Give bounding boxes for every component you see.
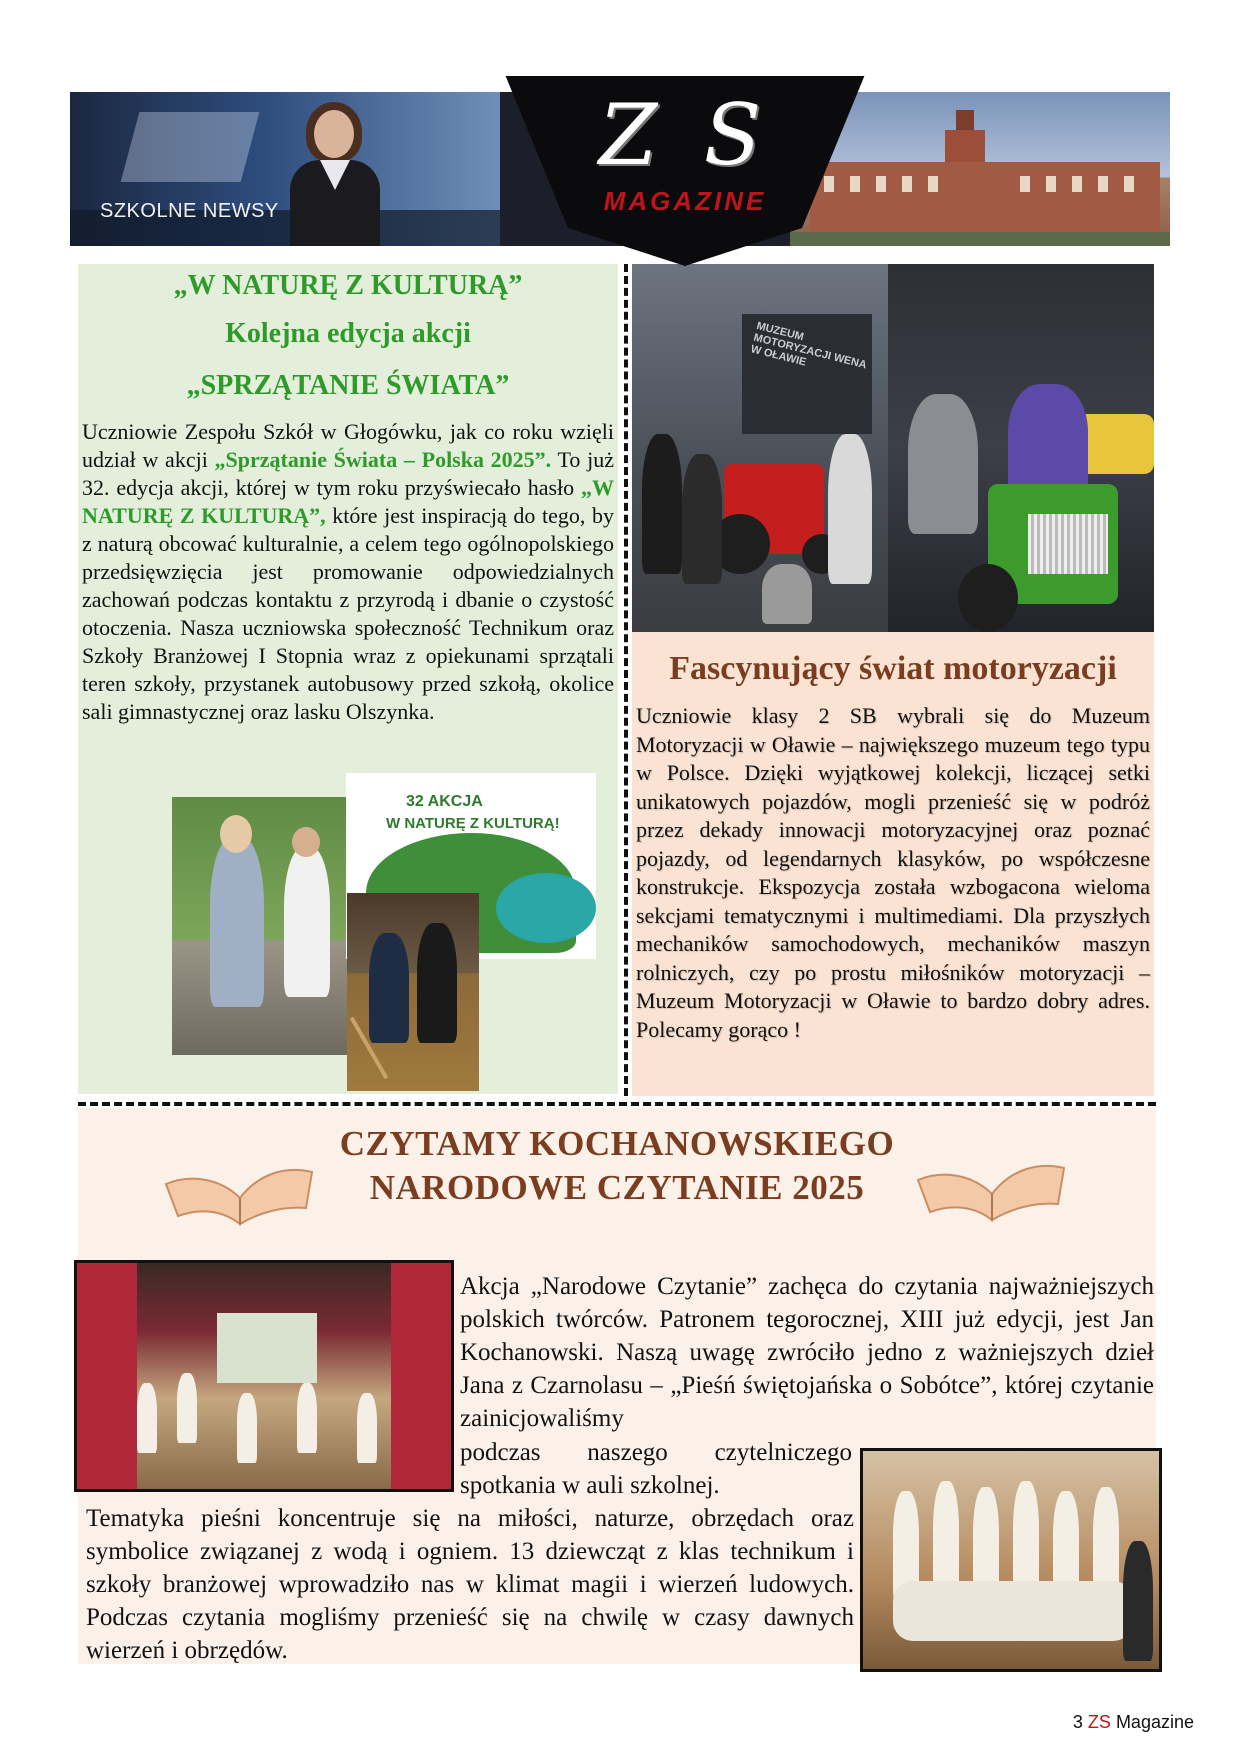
reading-body-c: Tematyka pieśni koncentruje się na miłości, naturze, obrzędach oraz symbolice związanej z wodą i ogniem. 13 dziewcząt z klas technikum i szkoły branżowej wprowadziło nas w klimat magii i wierzeń ludowych. Podczas czytania mogliśmy przenieść się na chwilę w czasy dawnych wierzeń i obrzędów. bbox=[86, 1505, 854, 1664]
cleanup-photo-2 bbox=[347, 893, 479, 1091]
girls-group-photo bbox=[860, 1448, 1162, 1672]
museum-sign: MUZEUM MOTORYZACJI WENA W OŁAWIE bbox=[749, 320, 868, 372]
highlight-slogan: „W NATURĘ Z KULTURĄ”, bbox=[82, 475, 614, 528]
newsroom-photo bbox=[70, 92, 500, 246]
poster-slogan: W NATURĘ Z KULTURĄ! bbox=[386, 815, 560, 832]
cleanup-photo-1 bbox=[172, 797, 354, 1055]
aula-stage-photo bbox=[74, 1260, 454, 1492]
motor-article-title: Fascynujący świat motoryzacji bbox=[669, 650, 1117, 687]
reading-title-line1: CZYTAMY KOCHANOWSKIEGO bbox=[339, 1124, 895, 1163]
nature-title-line3: „SPRZĄTANIE ŚWIATA” bbox=[186, 370, 510, 401]
nature-article-body: Uczniowie Zespołu Szkół w Głogówku, jak co roku wzięli udział w akcji „Sprzątanie Świata – Polska 2025”. To już 32. edycja akcji, której w tym roku przyświecało hasło „W NATURĘ Z KULTURĄ”, które jest inspiracją do tego, by z naturą obcować kulturalnie, a celem tego ogólnopolskiego przedsięwzięcia jest promowanie odpowiedzialnych zachowań podczas kontaktu z przyrodą i dbanie o czystość otoczenia. Nasza uczniowska społeczność Technikum oraz Szkoły Branżowej I Stopnia wraz z opiekunami sprzątali teren szkoły, przystanek autobusowy przed szkołą, okolice sali gimnastycznej oraz lasku Olszynka. bbox=[82, 419, 615, 724]
logo-letters: Z S bbox=[598, 86, 772, 184]
page-number: 3 bbox=[1072, 1712, 1083, 1732]
section-label: SZKOLNE NEWSY bbox=[100, 200, 279, 222]
page-footer bbox=[1073, 1712, 1194, 1733]
highlight-action-name: „Sprzątanie Świata – Polska 2025”. bbox=[214, 447, 552, 472]
reading-title-line2: NARODOWE CZYTANIE 2025 bbox=[369, 1168, 865, 1207]
nature-title-line1: „W NATURĘ Z KULTURĄ” bbox=[173, 270, 523, 301]
footer-brand-zs: ZS bbox=[1087, 1712, 1111, 1732]
motor-article-body: Uczniowie klasy 2 SB wybrali się do Muzeum Motoryzacji w Oławie – największego muzeum tego typu w Polsce. Dzięki wyjątkowej kolekcji, liczącej setki unikatowych pojazdów, mogli przenieść się w podróż przez dekady innowacji motoryzacyjnej oraz poznać pojazdy, od legendarnych klasyków, po współczesne konstrukcje. Ekspozycja została wzbogacona wieloma sekcjami tematycznymi i multimediami. Dla przyszłych mechaników samochodowych, mechaników maszyn rolniczych, czy po prostu miłośników motoryzacji – Muzeum Motoryzacji w Oławie to bardzo dobry adres. Polecamy gorąco ! bbox=[636, 703, 1150, 1042]
logo-subtitle: MAGAZINE bbox=[603, 186, 767, 216]
museum-entrance-photo bbox=[632, 264, 888, 634]
footer-brand-rest: Magazine bbox=[1110, 1712, 1194, 1732]
reading-body-b: podczas naszego czytelniczego spotkania w auli szkolnej. bbox=[460, 1439, 852, 1499]
vertical-divider bbox=[624, 264, 628, 1096]
nature-title-line2: Kolejna edycja akcji bbox=[225, 318, 471, 349]
presenter-figure bbox=[280, 102, 390, 246]
magazine-logo bbox=[490, 76, 880, 266]
poster-label: 32 AKCJA bbox=[406, 793, 483, 810]
reading-body-a: Akcja „Narodowe Czytanie” zachęca do czytania najważniejszych polskich twórców. Patronem tegorocznej, XIII już edycji, jest Jan Kochanowski. Naszą uwagę zwróciło jedno z ważniejszych dzieł Jana z Czarnolasu – „Pieśń świętojańska o Sobótce”, której czytanie zainicjowaliśmy bbox=[460, 1273, 1154, 1432]
horizontal-divider bbox=[78, 1102, 1156, 1106]
museum-tractor-photo bbox=[888, 264, 1154, 632]
